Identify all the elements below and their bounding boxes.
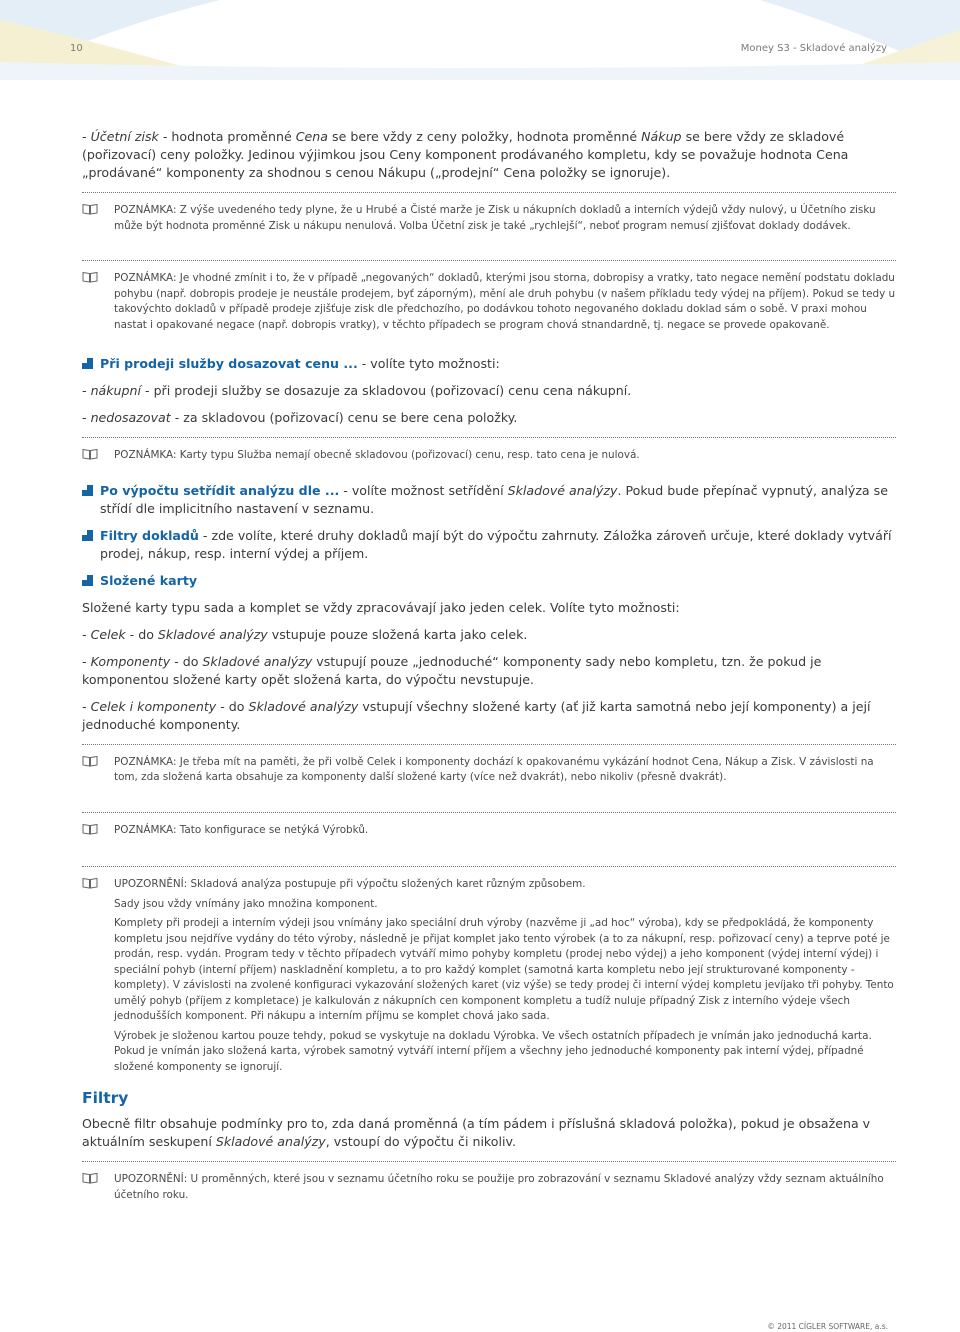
note-box (82, 193, 896, 234)
book-icon (82, 1172, 98, 1184)
header-background (0, 0, 960, 80)
intro-term-cena: Cena (295, 129, 329, 144)
section-marker-icon (82, 530, 93, 541)
option-text-italic: Skladové analýzy (157, 626, 268, 642)
intro-text-3: se bere vždy ze skladové (pořizovací) ceny položky. Jedinou výjimkou jsou Ceny komponent prodávaného kompletu, kdy se považuje hodnota Cena „prodávané“ komponenty za shodnou s cenou Nákupu („prodejní“ Cena položky se ignoruje). (82, 129, 849, 180)
section-heading-slozene (82, 572, 896, 590)
section-heading-setridit (82, 482, 896, 518)
intro-paragraph (82, 128, 896, 182)
filtry-text-italic: Skladové analýzy (215, 1134, 326, 1149)
option-text: - do (216, 698, 249, 714)
option-text-italic: Skladové analýzy (202, 653, 313, 669)
section-marker-icon (82, 575, 93, 586)
note-box (82, 438, 896, 466)
section-marker-icon (82, 485, 93, 496)
option-label: Komponenty (90, 653, 171, 669)
section-title: Filtry dokladů (100, 527, 199, 543)
warning-text: Sady jsou vždy vnímány jako množina komponent. (114, 897, 378, 910)
option-text: - při prodeji služby se dosazuje za skladovou (pořizovací) cenu cena nákupní. (141, 383, 632, 398)
warning-text: Výrobek je složenou kartou pouze tehdy, pokud se vyskytuje na dokladu Výrobka. Ve všech ostatních případech je vnímán jako jednoduchá karta. Pokud je vnímán jako složená karta, výrobek samotný vytváří interní příjem a všechny jeho jednoduché komponenty pak interní výdej, případné složené komponenty se ignorují. (114, 1029, 872, 1073)
option-text-italic: Skladové analýzy (248, 698, 359, 714)
section-title: Složené karty (100, 572, 198, 588)
note-box (82, 745, 896, 786)
section-text: - volíte možnost setřídění (339, 482, 508, 498)
section-text: - zde volíte, které druhy dokladů mají být do výpočtu zahrnuty. Záložka zároveň určuje, které doklady vytváří prodej, nákup, resp. interní výdej a příjem. (100, 527, 892, 561)
warning-text: UPOZORNĚNÍ: Skladová analýza postupuje při výpočtu složených karet různým způsobem. (114, 878, 586, 890)
warning-box (82, 1162, 896, 1203)
note-text: POZNÁMKA: Tato konfigurace se netýká Výrobků. (114, 823, 369, 836)
filtry-paragraph (82, 1115, 896, 1151)
note-text: POZNÁMKA: Je třeba mít na paměti, že při volbě Celek i komponenty dochází k opakovanému vykázání hodnot Cena, Nákup a Zisk. V závislosti na tom, zda složená karta obsahuje za komponenty další složené karty (více než dvakrát), nebo nikoliv (přesně dvakrát). (114, 755, 874, 783)
book-icon (82, 448, 98, 460)
filtry-text: Obecně filtr obsahuje podmínky pro to, zda daná proměnná (a tím pádem i příslušná skladová položka), pokud je obsažena v aktuálním seskupení (82, 1116, 871, 1149)
option-text: vstupují pouze „jednoduché“ komponenty sady nebo kompletu, tzn. že pokud je komponentou složené karty opět složená karta, do výpočtu nevstupuje. (82, 653, 822, 687)
option-label: Celek i komponenty (90, 698, 217, 714)
option-nakupni: - nákupní - při prodeji služby se dosazuje za skladovou (pořizovací) cenu cena nákupní. (82, 383, 632, 398)
book-icon (82, 823, 98, 835)
section-heading-prodej (82, 355, 896, 373)
option-label: Celek (90, 626, 126, 642)
intro-dash: - (82, 129, 91, 144)
note-text: POZNÁMKA: Z výše uvedeného tedy plyne, že u Hrubé a Čisté marže je Zisk u nákupních dokladů a interních výdejů vždy nulový, u Účetního zisku může být hodnota proměnné Zisk u nákupu nenulová. Volba Účetní zisk je také „rychlejší“, neboť program nemusí zjišťovat doklady dodávek. (114, 204, 876, 232)
option-celek: - Celek - do Skladové analýzy vstupuje pouze složená karta jako celek. (82, 626, 528, 642)
book-icon (82, 755, 98, 767)
option-text: vstupují všechny složené karty (ať již karta samotná nebo její komponenty) a její jednoduché komponenty. (82, 698, 871, 732)
option-text: vstupuje pouze složená karta jako celek. (267, 626, 528, 642)
section-heading-filtry-dokladu (82, 527, 896, 563)
note-box (82, 261, 896, 333)
option-nedosazovat: - nedosazovat - za skladovou (pořizovací) cenu se bere cena položky. (82, 410, 518, 425)
intro-text-2: se bere vždy z ceny položky, hodnota proměnné (328, 129, 642, 144)
option-celek-i-komponenty: - Celek i komponenty - do Skladové analýzy vstupují všechny složené karty (ať již karta samotná nebo její komponenty) a její jednoduché komponenty. (82, 698, 871, 732)
option-label: nedosazovat (90, 410, 171, 425)
section-title-rest: - volíte tyto možnosti: (357, 356, 500, 371)
section-marker-icon (82, 358, 93, 369)
option-text: - do (170, 653, 203, 669)
heading-filtry: Filtry (82, 1089, 129, 1107)
slozene-intro: Složené karty typu sada a komplet se vždy zpracovávají jako jeden celek. Volíte tyto možnosti: (82, 599, 680, 615)
document-title: Money S3 - Skladové analýzy (740, 43, 887, 54)
note-text: POZNÁMKA: Karty typu Služba nemají obecně skladovou (pořizovací) cenu, resp. tato cena je nulová. (114, 449, 640, 461)
intro-text-1: - hodnota proměnné (158, 129, 296, 144)
intro-term-nakup: Nákup (641, 129, 682, 144)
note-box (82, 813, 896, 841)
book-icon (82, 271, 98, 283)
section-title: Po výpočtu setřídit analýzu dle ... (100, 482, 340, 498)
section-text: . Pokud bude přepínač vypnutý, analýza se střídí dle implicitního nastavení v seznamu. (100, 482, 888, 516)
option-label: nákupní (90, 383, 142, 398)
intro-term-ucetni-zisk: Účetní zisk (90, 129, 159, 144)
main-content (82, 128, 896, 1203)
book-icon (82, 877, 98, 889)
note-text: POZNÁMKA: Je vhodné zmínit i to, že v případě „negovaných“ dokladů, kterými jsou storna, dobropisy a vratky, tato negace nemění podstatu dokladu pohybu (např. dobropis prodeje je neustále prodejem, byť záporným), mění ale druh pohybu (v našem příkladu tedy výdej na příjem). Pokud se tedy u takovýchto dokladů v případě prodeje zjišťuje zisk dle předchozího, po dodávkou tohoto negovaného dokladu doklad sám o sobě. V praxi mohou nastat i opakované negace (např. dobropis vratky), v těchto případech se program chová stnandardně, tj. negace se provede opakovaně. (114, 272, 896, 331)
warning-box (82, 867, 896, 1075)
warning-text: UPOZORNĚNÍ: U proměnných, které jsou v seznamu účetního roku se použije pro zobrazování v seznamu Skladové analýzy vždy seznam aktuálního účetního roku. (114, 1173, 884, 1201)
book-icon (82, 203, 98, 215)
warning-text: Komplety při prodeji a interním výdeji jsou vnímány jako speciální druh výroby (nazvěme ji „ad hoc“ výroba), kdy se předpokládá, že komponenty kompletu jsou nejdříve vydány do této výroby, následně je přijat komplet jako tento výrobek (a to za nákupní, resp. pořizovací ceny) a teprve poté je prodán, resp. vydán. Program tedy v těchto případech vytváří mimo pohyby kompletu (prodej nebo výdej) a jeho komponent (výdej interní výdej) i speciální pohyb (interní příjem) naskladnění kompletu, a to pro každý komplet (samotná karta kompletu nebo její strukturované komponenty - komplety). V závislosti na zvolené konfiguraci vykazování složených karet (viz výše) se tedy prodej či interní výdej kompletu jevíjako tři pohyby. Tento umělý pohyb (příjem z kompletace) je kalkulován z nákupních cen komponent kompletu a tudíž nuluje případný Zisk z interního výdeje všech jednodušších komponent. Při nákupu a interním příjmu se komplet chová jako sada. (114, 917, 894, 1022)
footer-copyright: © 2011 CÍGLER SOFTWARE, a.s. (767, 1322, 888, 1331)
option-komponenty: - Komponenty - do Skladové analýzy vstupují pouze „jednoduché“ komponenty sady nebo kompletu, tzn. že pokud je komponentou složené karty opět složená karta, do výpočtu nevstupuje. (82, 653, 822, 687)
section-title: Při prodeji služby dosazovat cenu ... (100, 356, 358, 371)
page-number: 10 (70, 43, 83, 54)
filtry-text: , vstoupí do výpočtu či nikoliv. (325, 1134, 516, 1149)
option-text: - za skladovou (pořizovací) cenu se bere cena položky. (170, 410, 518, 425)
section-text-italic: Skladové analýzy (507, 482, 618, 498)
option-text: - do (125, 626, 158, 642)
